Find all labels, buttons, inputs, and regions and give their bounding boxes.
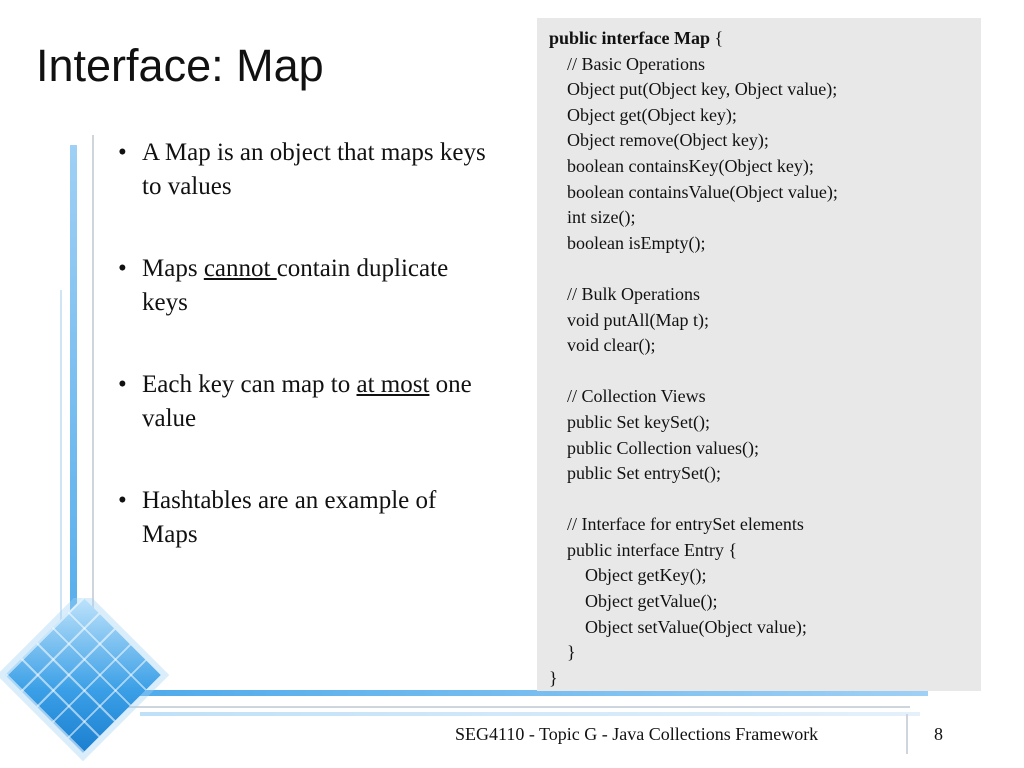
code-line: // Bulk Operations bbox=[549, 283, 700, 304]
code-line: Object getKey(); bbox=[549, 565, 707, 586]
code-line: public Set entrySet(); bbox=[549, 463, 721, 484]
code-line: public interface Entry { bbox=[549, 539, 738, 560]
bullet-text: Each key can map to bbox=[142, 371, 357, 398]
code-lines bbox=[549, 54, 838, 688]
bullet-item bbox=[118, 252, 498, 320]
footer-divider bbox=[906, 714, 908, 754]
bullet-list bbox=[118, 136, 498, 600]
code-line: boolean containsKey(Object key); bbox=[549, 155, 814, 176]
slide-title: Interface: Map bbox=[36, 40, 324, 91]
page-number: 8 bbox=[934, 724, 943, 744]
bullet-underlined-text: at most bbox=[356, 371, 430, 398]
diamond-grid-icon bbox=[5, 598, 161, 753]
bullet-dot-icon: • bbox=[118, 255, 127, 282]
code-line: Object getValue(); bbox=[549, 591, 718, 612]
bullet-underlined-text: cannot bbox=[203, 255, 277, 282]
code-header-bold: public interface Map bbox=[549, 28, 710, 48]
code-line: // Basic Operations bbox=[549, 53, 705, 74]
code-line: void clear(); bbox=[549, 335, 656, 356]
code-line: public Set keySet(); bbox=[549, 411, 710, 432]
diamond-decoration bbox=[0, 598, 200, 768]
bullet-text: Maps bbox=[142, 255, 204, 282]
bullet-text: one value bbox=[142, 371, 472, 432]
code-line: } bbox=[549, 642, 576, 663]
code-line: void putAll(Map t); bbox=[549, 309, 709, 330]
code-line: Object put(Object key, Object value); bbox=[549, 79, 838, 100]
code-line: boolean containsValue(Object value); bbox=[549, 181, 838, 202]
code-line: public Collection values(); bbox=[549, 437, 759, 458]
frame-horizontal-line-faint bbox=[140, 712, 920, 716]
bullet-item bbox=[118, 368, 498, 436]
code-line: // Interface for entrySet elements bbox=[549, 514, 804, 535]
code-panel bbox=[537, 18, 981, 691]
bullet-item bbox=[118, 484, 498, 552]
code-line: boolean isEmpty(); bbox=[549, 232, 706, 253]
code-line: } bbox=[549, 667, 558, 688]
bullet-text: A Map is an object that maps keys to values bbox=[142, 139, 486, 200]
bullet-text: contain duplicate keys bbox=[142, 255, 449, 316]
code-line: Object get(Object key); bbox=[549, 104, 737, 125]
bullet-dot-icon: • bbox=[118, 139, 127, 166]
code-block bbox=[549, 26, 838, 691]
code-line: Object setValue(Object value); bbox=[549, 616, 807, 637]
bullet-text: Hashtables are an example of Maps bbox=[142, 487, 437, 548]
code-line: // Collection Views bbox=[549, 386, 706, 407]
code-line: Object remove(Object key); bbox=[549, 130, 769, 151]
code-line: int size(); bbox=[549, 207, 636, 228]
code-header-rest: { bbox=[709, 28, 724, 48]
bullet-dot-icon: • bbox=[118, 371, 127, 398]
footer-text: SEG4110 - Topic G - Java Collections Framework bbox=[455, 724, 819, 744]
frame-horizontal-line bbox=[90, 706, 910, 708]
bullet-item bbox=[118, 136, 498, 204]
bullet-dot-icon: • bbox=[118, 487, 127, 514]
